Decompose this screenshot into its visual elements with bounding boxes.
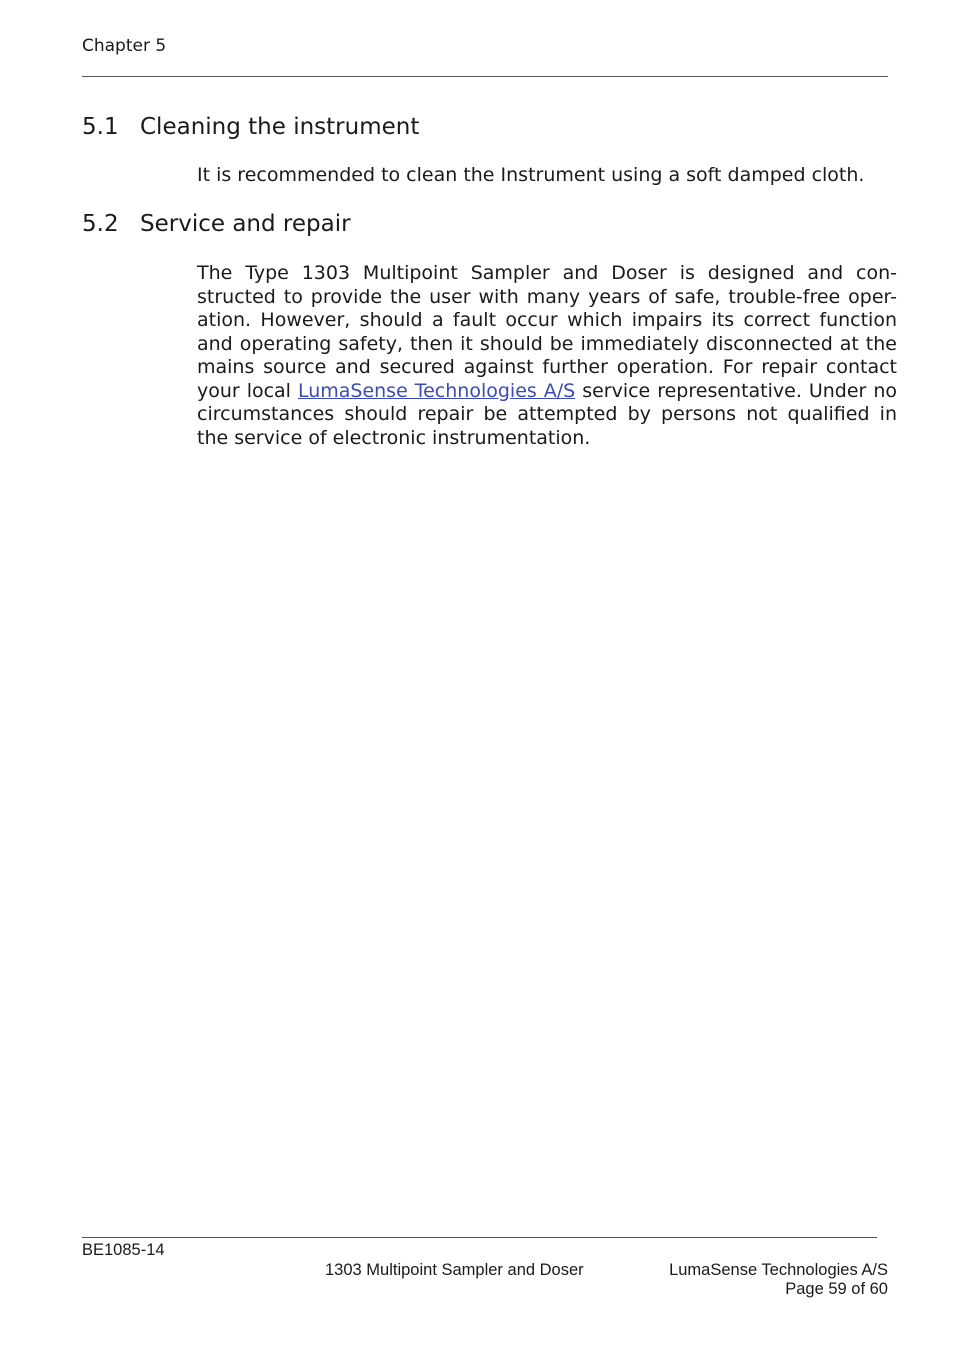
footer-divider	[82, 1237, 877, 1238]
footer-doc-id: BE1085-14	[82, 1241, 165, 1259]
footer-company: LumaSense Technologies A/S	[669, 1261, 888, 1279]
section-number: 5.1	[82, 114, 119, 140]
running-header-chapter: Chapter 5	[82, 36, 167, 56]
service-text-end: service representative. Under no circumstances should repair be attempted by persons not qualified in the service of electronic instrumentation.	[197, 379, 897, 449]
company-link[interactable]: LumaSense Technologies A/S	[297, 379, 576, 402]
footer-product: 1303 Multipoint Sampler and Doser	[325, 1261, 584, 1279]
section-number: 5.2	[82, 211, 119, 237]
section-heading-cleaning	[82, 114, 419, 140]
section-title: Service and repair	[140, 211, 351, 237]
section-title: Cleaning the instrument	[140, 114, 420, 140]
section-heading-service	[82, 211, 351, 237]
header-divider	[82, 76, 888, 77]
footer-page-number: Page 59 of 60	[785, 1280, 888, 1298]
service-text-start: The Type 1303 Multipoint Sampler and Doser is designed and con-structed to provide the user with many years of safe, trouble-free oper-ation. However, should a fault occur which impairs its correct function and operating safety, then it should be immediately disconnected at the mains source and secured against further operation. For repair contact your local	[197, 262, 897, 402]
cleaning-paragraph: It is recommended to clean the Instrument using a soft damped cloth.	[197, 164, 865, 186]
service-paragraph	[197, 262, 897, 450]
